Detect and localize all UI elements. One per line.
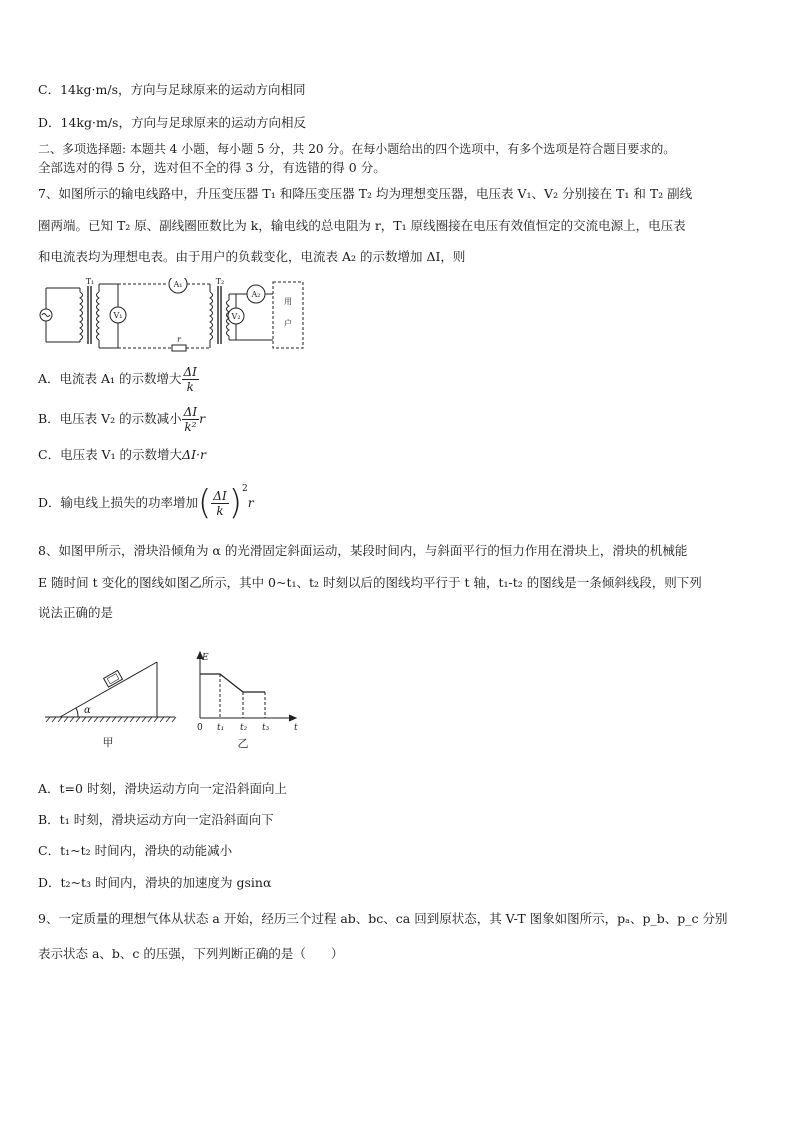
q8-stem-line1: 8、如图甲所示，滑块沿倾角为 α 的光滑固定斜面运动，某段时间内，与斜面平行的恒力作用在滑块上，滑块的机械能 [38,543,688,558]
q7-stem-line1: 7、如图所示的输电线路中，升压变压器 T₁ 和降压变压器 T₂ 均为理想变压器，电压表 V₁、V₂ 分别接在 T₁ 和 T₂ 副线 [38,186,693,201]
section2-heading: 二、多项选择题: 本题共 4 小题，每小题 5 分，共 20 分。在每小题给出的四个选项中，有多个选项是符合题目要求的。 [38,142,676,156]
q8-stem-line3: 说法正确的是 [38,605,114,620]
q7-stem-line2: 圈两端。已知 T₂ 原、副线圈匝数比为 k，输电线的总电阻为 r，T₁ 原线圈接在电压有效值恒定的交流电源上，电压表 [38,218,686,233]
frac-num: ΔI [183,364,197,379]
symbol-r: r [199,411,206,426]
q7-stem-line3: 和电流表均为理想电表。由于用户的负载变化，电流表 A₂ 的示数增加 ΔI，则 [38,249,466,264]
q7-option-d-text: D．输电线上损失的功率增加 [38,495,199,510]
label-t1: t₁ [217,723,225,733]
q9-stem-line2: 表示状态 a、b、c 的压强，下列判断正确的是（ ） [38,946,344,961]
symbol-r: r [247,495,254,510]
label-yi: 乙 [237,737,249,750]
fraction-dI-over-k2 [182,405,199,434]
label-t2: t₂ [240,723,248,733]
label-user-2: 户 [284,319,292,328]
q7-circuit-diagram [36,278,311,353]
q7-option-b-text: B．电压表 V₂ 的示数减小 [38,411,182,426]
q8-stem-line2: E 随时间 t 变化的图线如图乙所示，其中 0~t₁、t₂ 时刻以后的图线均平行于 t 轴，t₁-t₂ 的图线是一条倾斜线段，则下列 [38,575,702,590]
right-paren: ) [228,483,242,523]
label-a2: A₂ [251,290,261,299]
label-jia: 甲 [102,736,114,749]
expr-dI-r: ΔI·r [182,447,206,462]
q9-stem-line1: 9、一定质量的理想气体从状态 a 开始，经历三个过程 ab、bc、ca 回到原状态，其 V-T 图象如图所示，pₐ、p_b、p_c 分别 [38,911,728,926]
label-origin: 0 [197,723,203,733]
q8-incline-figure [40,650,180,755]
frac-den: k [216,503,224,518]
label-user-1: 用 [284,297,292,306]
q8-option-a: A．t=0 时刻，滑块运动方向一定沿斜面向上 [38,781,287,796]
label-t3: t₃ [262,723,270,733]
section2-scoring: 全部选对的得 5 分，选对但不全的得 3 分，有选错的得 0 分。 [38,160,386,175]
q7-option-d [38,482,254,524]
frac-num: ΔI [183,404,198,419]
fraction-dI-over-k [182,365,199,394]
label-t-axis: t [294,723,298,733]
label-alpha: α [84,705,91,716]
q8-option-d: D．t₂~t₃ 时间内，滑块的加速度为 gsinα [38,875,272,890]
q8-energy-time-graph [188,648,303,756]
left-paren: ( [198,483,212,523]
q8-option-b: B．t₁ 时刻，滑块运动方向一定沿斜面向下 [38,812,274,827]
label-t1: T₁ [85,278,95,286]
q6-option-d: D．14kg·m/s，方向与足球原来的运动方向相反 [38,115,306,130]
label-r: r [177,335,181,344]
q7-option-a-text: A．电流表 A₁ 的示数增大 [38,371,182,386]
q7-option-b [38,400,205,438]
frac-den: k [186,379,194,394]
frac-den: k² [184,419,197,434]
label-t2: T₂ [215,278,225,286]
label-a1: A₁ [173,280,183,289]
q6-option-c: C．14kg·m/s，方向与足球原来的运动方向相同 [38,82,306,97]
label-v1: V₁ [113,311,123,320]
q7-option-c [38,447,206,463]
exponent: 2 [241,484,248,494]
q7-option-a [38,362,199,396]
fraction-dI-over-k [211,489,228,518]
q8-option-c: C．t₁~t₂ 时间内，滑块的动能减小 [38,843,233,858]
label-v2: V₂ [231,312,241,321]
label-E: E [202,653,209,663]
frac-num: ΔI [213,488,227,503]
q7-option-c-text: C．电压表 V₁ 的示数增大 [38,447,183,462]
